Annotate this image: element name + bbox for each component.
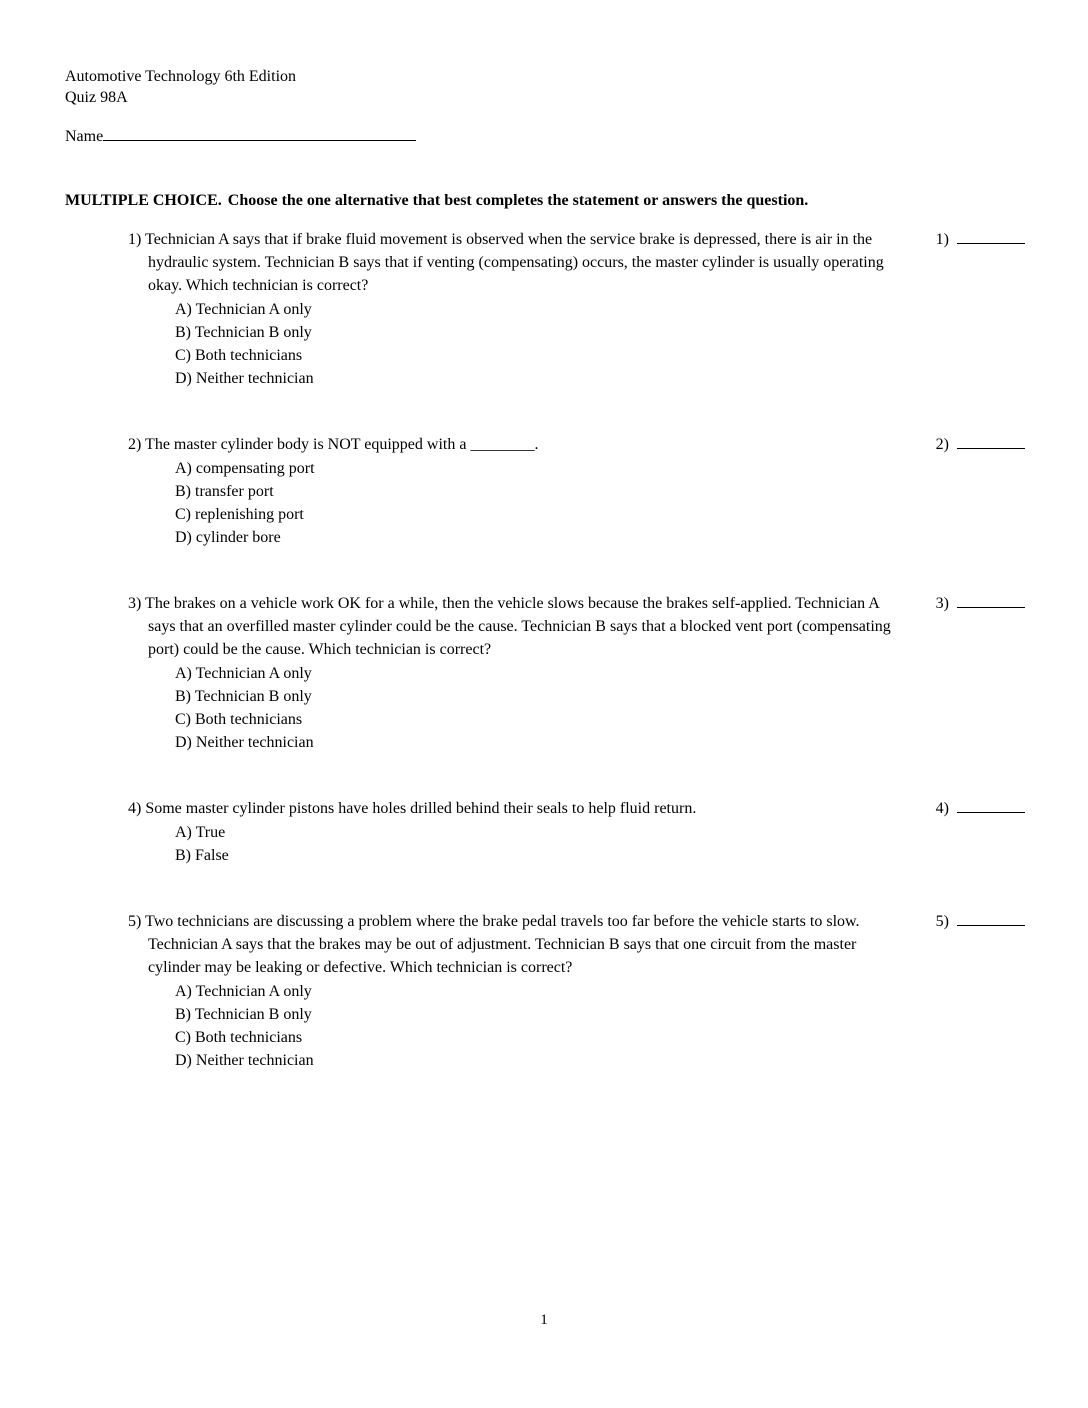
question-3 (65, 592, 1025, 754)
document-title: Automotive Technology 6th Edition (65, 68, 297, 85)
name-label: Name (65, 128, 104, 145)
page-number: 1 (540, 1312, 548, 1328)
option-b: B) Technician B only (175, 1006, 312, 1023)
option-b: B) Technician B only (175, 688, 312, 705)
question-text: Two technicians are discussing a problem where the brake pedal travels too far before the vehicle starts to slow. Technician A says that the brakes may be out of adjustment. Technician B says that one circuit from the master cylinder may be leaking or defective. Which technician is correct? (145, 913, 860, 976)
answer-number: 5) (935, 913, 949, 930)
option-d: D) Neither technician (175, 734, 314, 751)
option-b: B) transfer port (175, 483, 274, 500)
name-underline (103, 125, 416, 141)
answer-blank (936, 797, 1025, 820)
option-list (175, 457, 910, 549)
answer-blank (936, 910, 1025, 933)
question-list (65, 228, 1025, 1072)
option-d: D) Neither technician (175, 370, 314, 387)
option-c: C) Both technicians (175, 711, 303, 728)
option-list (175, 980, 910, 1072)
option-list (175, 662, 910, 754)
quiz-label: Quiz 98A (65, 89, 128, 106)
option-c: C) Both technicians (175, 347, 303, 364)
option-list (175, 298, 910, 390)
section-instruction-text: Choose the one alternative that best completes the statement or answers the question. (227, 192, 809, 209)
question-text: Some master cylinder pistons have holes drilled behind their seals to help fluid return. (145, 800, 697, 817)
question-text: The brakes on a vehicle work OK for a while, then the vehicle slows because the brakes self-applied. Technician A says that an overfilled master cylinder could be the cause. Technician B says that a blocked vent port (compensating port) could be the cause. Which technician is correct? (145, 595, 891, 658)
question-number: 4) (128, 800, 142, 817)
answer-blank (936, 228, 1025, 251)
question-5 (65, 910, 1025, 1072)
option-c: C) Both technicians (175, 1029, 303, 1046)
answer-underline (957, 592, 1025, 608)
answer-blank (936, 592, 1025, 615)
option-b: B) Technician B only (175, 324, 312, 341)
answer-number: 3) (935, 595, 949, 612)
option-d: D) Neither technician (175, 1052, 314, 1069)
option-d: D) cylinder bore (175, 529, 281, 546)
answer-underline (957, 433, 1025, 449)
option-list (175, 821, 910, 867)
question-text: The master cylinder body is NOT equipped with a ________. (145, 436, 539, 453)
question-1 (65, 228, 1025, 390)
answer-number: 4) (935, 800, 949, 817)
document-header (65, 66, 1025, 108)
option-a: A) Technician A only (175, 301, 312, 318)
answer-underline (957, 910, 1025, 926)
answer-blank (936, 433, 1025, 456)
answer-underline (957, 228, 1025, 244)
answer-number: 2) (935, 436, 949, 453)
question-2 (65, 433, 1025, 549)
answer-number: 1) (935, 231, 949, 248)
question-text: Technician A says that if brake fluid movement is observed when the service brake is depressed, there is air in the hydraulic system. Technician B says that if venting (compensating) occurs, the master cylinder is usually operating okay. Which technician is correct? (145, 231, 884, 294)
option-a: A) Technician A only (175, 665, 312, 682)
option-a: A) True (175, 824, 226, 841)
option-a: A) compensating port (175, 460, 315, 477)
option-a: A) Technician A only (175, 983, 312, 1000)
answer-underline (957, 797, 1025, 813)
section-heading: MULTIPLE CHOICE. (65, 192, 222, 209)
question-number: 5) (128, 913, 142, 930)
name-row (65, 125, 1025, 148)
option-c: C) replenishing port (175, 506, 304, 523)
section-instructions (65, 190, 1025, 212)
question-4 (65, 797, 1025, 867)
question-number: 1) (128, 231, 142, 248)
question-number: 2) (128, 436, 142, 453)
option-b: B) False (175, 847, 229, 864)
question-number: 3) (128, 595, 142, 612)
